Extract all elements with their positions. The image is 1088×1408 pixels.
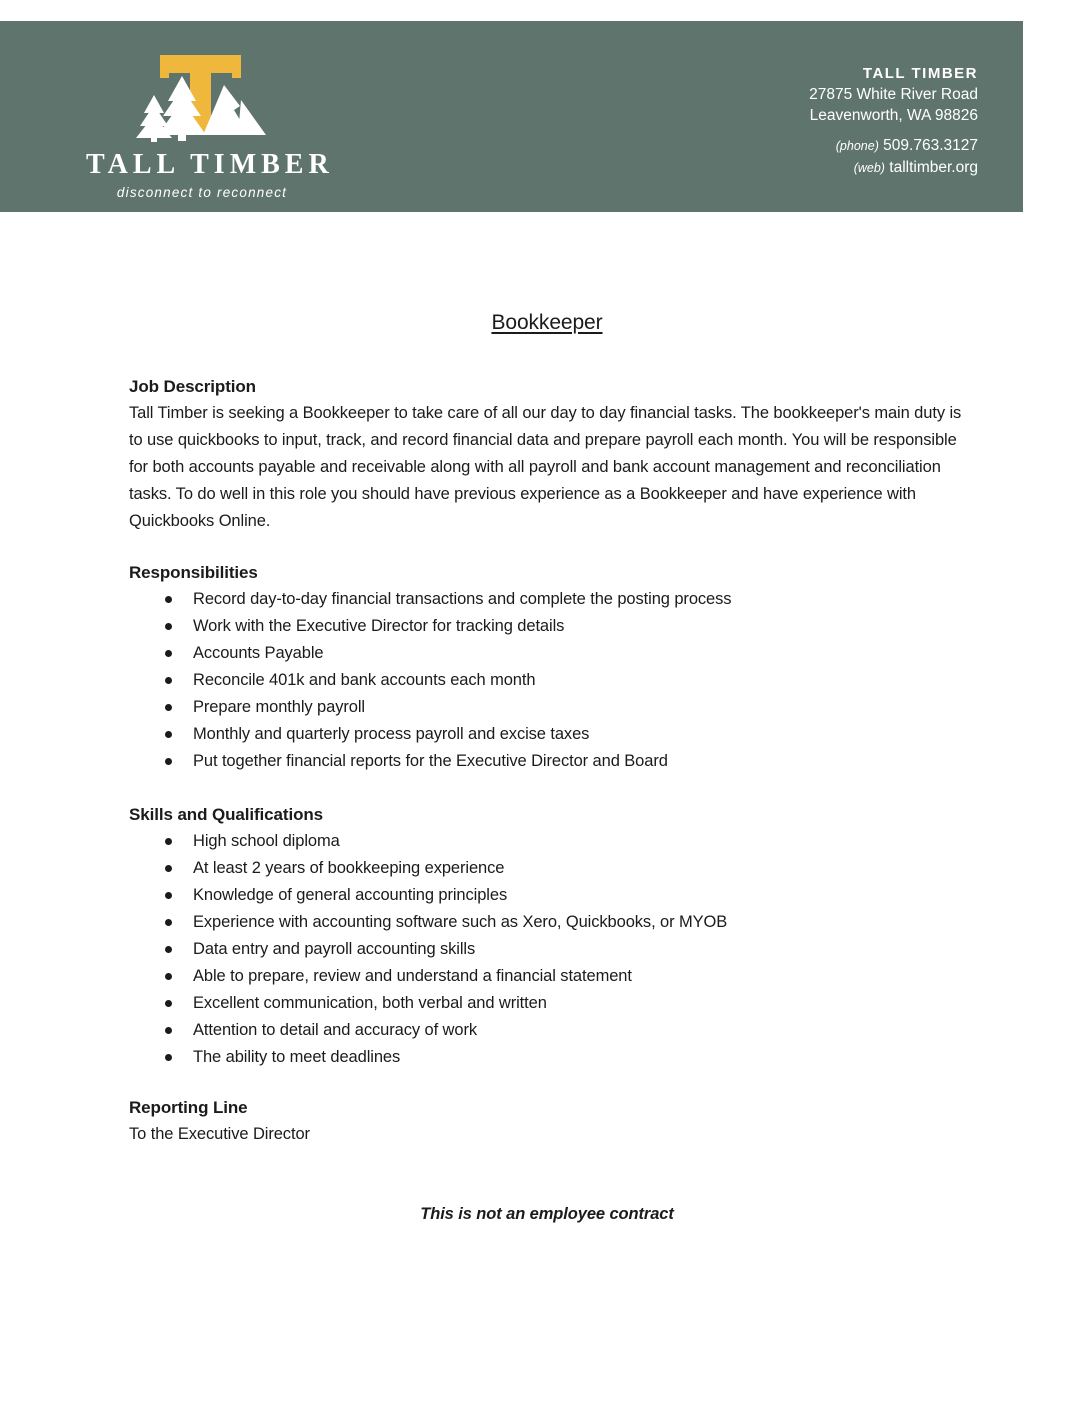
bullet-item: Prepare monthly payroll <box>129 694 965 721</box>
job-description-paragraph: Tall Timber is seeking a Bookkeeper to take care of all our day to day financial tasks. The bookkeeper's main duty is to use quickbooks to input, track, and record financial data and prepare payroll each month. You will be responsible for both accounts payable and receivable along with all payroll and bank account management and reconciliation tasks. To do well in this role you should have previous experience as a Bookkeeper and have experience with Quickbooks Online. <box>129 404 962 530</box>
tall-timber-logo-mark <box>127 43 277 143</box>
bullet-item: High school diploma <box>129 828 965 855</box>
section-skills-qualifications <box>129 801 965 1071</box>
section-heading: Job Description <box>129 377 256 396</box>
bullet-item: Accounts Payable <box>129 640 965 667</box>
contact-phone-line <box>809 135 978 157</box>
bullet-item: Work with the Executive Director for tracking details <box>129 613 965 640</box>
disclaimer-note: This is not an employee contract <box>420 1205 674 1223</box>
contact-web-line <box>809 157 978 179</box>
web-label: (web) <box>853 161 885 175</box>
contact-address-line2: Leavenworth, WA 98826 <box>809 107 978 124</box>
logo-wordmark: TALL TIMBER <box>86 149 334 180</box>
bullet-item: Attention to detail and accuracy of work <box>129 1017 965 1044</box>
spacer <box>809 126 978 135</box>
document-content <box>129 212 965 1228</box>
bullet-item: At least 2 years of bookkeeping experience <box>129 855 965 882</box>
bullet-item: Excellent communication, both verbal and written <box>129 990 965 1017</box>
bullet-item: Put together financial reports for the Executive Director and Board <box>129 748 965 775</box>
bullet-item: Reconcile 401k and bank accounts each month <box>129 667 965 694</box>
letterhead-banner <box>0 21 1023 212</box>
mountain-icon <box>203 85 266 135</box>
contact-org-name: TALL TIMBER <box>862 65 978 82</box>
responsibilities-list <box>129 586 965 775</box>
bullet-item: Experience with accounting software such as Xero, Quickbooks, or MYOB <box>129 909 965 936</box>
reporting-line-text: To the Executive Director <box>129 1125 310 1143</box>
logo-tagline: disconnect to reconnect <box>116 185 288 200</box>
website-url: talltimber.org <box>889 159 978 176</box>
section-reporting-line <box>129 1094 965 1148</box>
skills-list <box>129 828 965 1071</box>
bullet-item: Able to prepare, review and understand a financial statement <box>129 963 965 990</box>
section-responsibilities <box>129 559 965 775</box>
phone-label: (phone) <box>835 139 879 153</box>
contact-address-line1: 27875 White River Road <box>809 86 978 103</box>
logo <box>86 43 334 200</box>
contact-info <box>809 63 978 179</box>
bullet-item: Knowledge of general accounting principles <box>129 882 965 909</box>
section-heading: Responsibilities <box>129 563 258 582</box>
bullet-item: The ability to meet deadlines <box>129 1044 965 1071</box>
bullet-item: Record day-to-day financial transactions and complete the posting process <box>129 586 965 613</box>
page-title: Bookkeeper <box>491 311 603 334</box>
section-heading: Skills and Qualifications <box>129 805 323 824</box>
phone-number: 509.763.3127 <box>883 137 978 154</box>
bullet-item: Data entry and payroll accounting skills <box>129 936 965 963</box>
section-heading: Reporting Line <box>129 1098 248 1117</box>
section-job-description <box>129 373 965 535</box>
bullet-item: Monthly and quarterly process payroll and excise taxes <box>129 721 965 748</box>
